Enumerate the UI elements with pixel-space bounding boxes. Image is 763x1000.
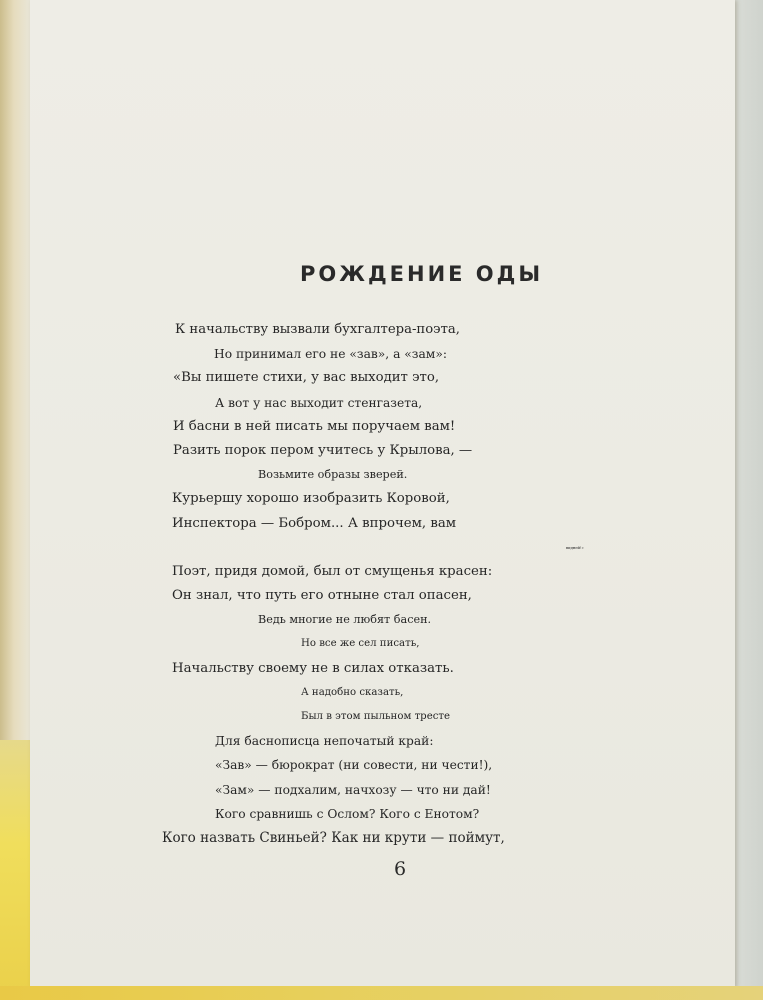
poem-line: Поэт, придя домой, был от смущенья красен: <box>172 563 493 579</box>
page-number: 6 <box>394 858 407 880</box>
poem-line: Возьмите образы зверей. <box>258 468 408 482</box>
poem-line: Был в этом пыльном тресте <box>301 711 451 722</box>
poem-line: А вот у нас выходит стенгазета, <box>215 395 423 410</box>
poem-line: Ведь многие не любят басен. <box>258 613 432 627</box>
poem-line: видней!» <box>566 545 584 550</box>
poem-line: «Зам» — подхалим, начхозу — что ни дай! <box>215 782 491 797</box>
yellow-bottom-edge <box>0 986 763 1000</box>
poem-line: Начальству своему не в силах отказать. <box>172 660 454 676</box>
poem-line: Но принимал его не «зав», а «зам»: <box>214 347 447 362</box>
poem-line: Для баснописца непочатый край: <box>215 734 434 749</box>
poem-title: РОЖДЕНИЕ ОДЫ <box>300 262 544 286</box>
poem-line: А надобно сказать, <box>301 686 404 698</box>
poem-line: Он знал, что путь его отныне стал опасен, <box>172 588 472 604</box>
poem-line: Разить порок пером учитесь у Крылова, — <box>173 442 473 458</box>
poem-line: Курьершу хорошо изобразить Коровой, <box>172 491 450 507</box>
poem-line: И басни в ней писать мы поручаем вам! <box>173 418 456 434</box>
poem-line: «Вы пишете стихи, у вас выходит это, <box>173 370 440 386</box>
poem-line: Кого назвать Свиньей? Как ни крути — поймут, <box>162 829 505 846</box>
poem-text <box>0 318 763 850</box>
poem-line: Инспектора — Бобром... А впрочем, вам <box>172 515 457 531</box>
poem-line: К начальству вызвали бухгалтера-поэта, <box>175 322 460 337</box>
poem-line: «Зав» — бюрократ (ни совести, ни чести!), <box>215 758 493 773</box>
poem-line: Кого сравнишь с Ослом? Кого с Енотом? <box>215 806 480 821</box>
poem-line: Но все же сел писать, <box>301 638 420 650</box>
